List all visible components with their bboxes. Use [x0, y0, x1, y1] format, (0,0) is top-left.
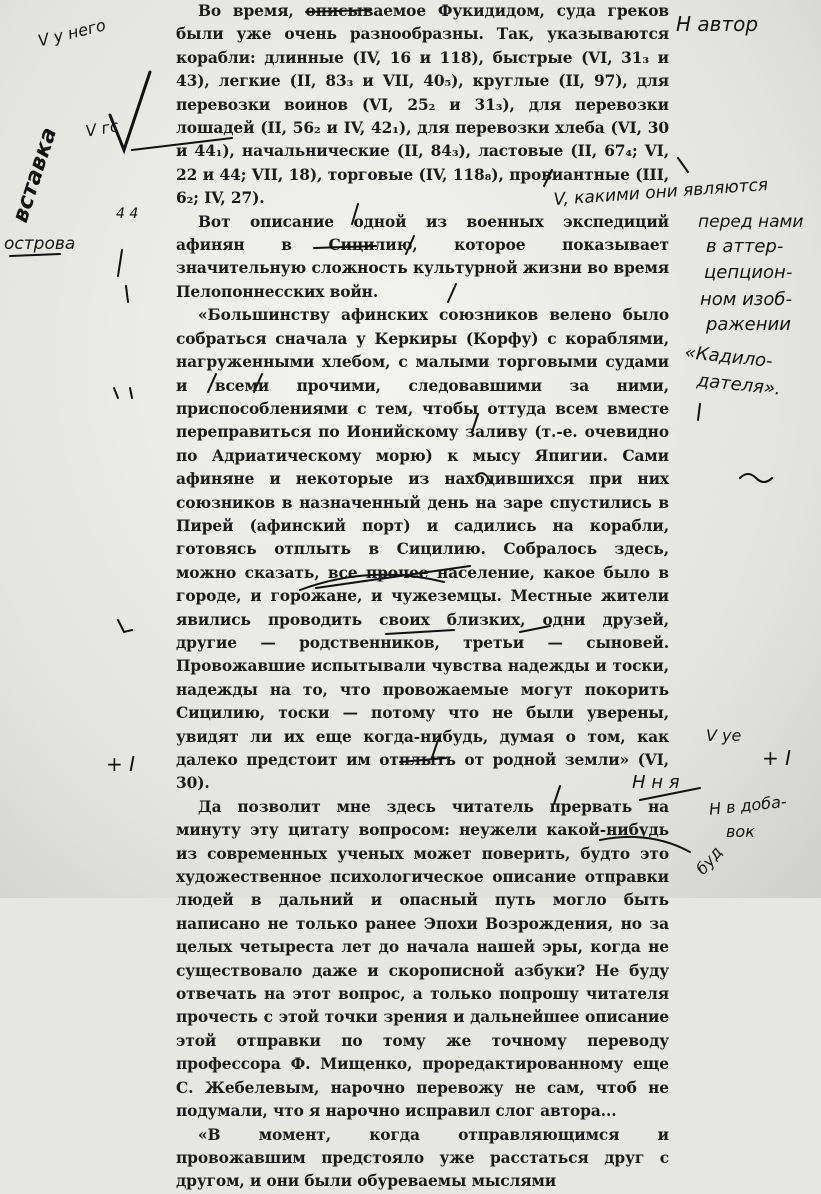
pen-strike-4 — [316, 566, 470, 588]
pen-slash-8 — [432, 740, 438, 758]
pen-slash-2 — [352, 204, 358, 224]
annotation-v-gs: V гс — [84, 116, 121, 141]
pen-strike-3 — [314, 246, 376, 248]
pen-squiggle-2 — [678, 158, 688, 172]
annotation-vstavka: вставка — [8, 124, 63, 226]
pen-strike-5 — [386, 630, 454, 634]
pen-check-mark — [110, 72, 150, 150]
pen-slash-3 — [406, 236, 414, 254]
annotation-n-avtor: Н автор — [676, 12, 759, 36]
annotation-pered-nami: перед нами — [698, 212, 804, 232]
annotation-v-atter: в аттер- — [706, 236, 784, 257]
pen-margin-tick-4 — [698, 404, 700, 420]
pen-slash-7 — [472, 414, 478, 432]
pen-margin-tick-6 — [118, 620, 132, 632]
annotation-n-n-ya: Н н я — [632, 772, 680, 793]
pen-slash-9 — [554, 786, 560, 804]
annotation-datelya: дателя». — [695, 370, 782, 400]
annotation-v-dobavok: Н в доба- — [708, 791, 788, 819]
paragraph-quote-departure: «Большинству афинских союзников велено было собраться сначала у Керкиры (Корфу) с кораблями, нагруженными хлебом, с малыми торговыми судами и всеми прочими, следовавшими за ними, приспособлениями с тем, чтобы оттуда всем вместе переправиться по Ионийскому заливу (т.-е. очевидно по Адриатическому морю) к мысу Япигии. Сами афиняне и некоторые из находившихся при них союзников в назначенный день на заре спустились в Пирей (афинский порт) и садились на корабли, готовясь отплыть в Сицилию. Собралось здесь, можно сказать, все прочее население, какое было в городе, и горожане, и чужеземцы. Местные жители явились проводить своих близких, одни друзей, другие — родственников, третьи — сыновей. Провожавшие испытывали чувства надежды и тоски, надежды на то, что провожаемые могут покорить Сицилию, тоски — потому что не были уверены, увидят ли их еще когда-нибудь, думая о том, как далеко предстоит им отплыть от родной земли» (VI, 30). — [176, 306, 669, 793]
pen-strike-1 — [132, 138, 232, 150]
annotation-44: 4 4 — [116, 206, 139, 222]
pen-slash-1 — [544, 170, 552, 186]
annotation-bud: буд — [692, 842, 727, 879]
pen-margin-tick-3 — [130, 388, 132, 398]
pen-hook-2 — [640, 788, 700, 800]
annotation-tseptsion: цепцион- — [704, 262, 793, 283]
annotation-razhenii: ражении — [706, 314, 791, 335]
pen-slash-5 — [208, 374, 216, 392]
annotation-kadilo: «Кадило- — [683, 342, 774, 373]
pen-arc-2 — [600, 837, 690, 852]
paragraph-author-digression: Да позволит мне здесь читатель прервать на минуту эту цитату вопросом: неужели какой-нибудь из современных ученых может поверить, будто это художественное психологическое описание отправки людей в дальний и опасный путь могло быть написано не только ранее Эпохи Возрождения, но за целых четыреста лет до начала нашей эры, когда не существовало даже и скорописной азбуки? Не буду отвечать на этот вопрос, а только попрошу читателя прочесть с этой точки зрения и дальнейшее описание этой отправки по тому же точному переводу профессора Ф. Мищенко, проредактированному еще С. Жебелевым, нарочно перевожу не сам, чтоб не подумали, что я нарочно исправил слог автора... — [176, 797, 669, 1121]
pen-squiggle — [740, 474, 772, 482]
paragraph-quote-continuation: «В момент, когда отправляющимся и провожавшим предстояло уже расстаться друг с другом, и они были обуреваемы мыслями — [176, 1125, 669, 1191]
pen-brace-ostrova — [10, 254, 60, 256]
pen-strike-6 — [520, 626, 550, 632]
pen-margin-tick-5 — [126, 286, 128, 302]
pen-margin-tick-2 — [114, 388, 118, 398]
annotation-plus-left: + I — [106, 752, 136, 776]
pen-hook-1 — [476, 473, 490, 482]
paragraph-ship-types: Во время, описываемое Фукидидом, суда греков были уже очень разнообразны. Так, указываются корабли: длинные (IV, 16 и 118), быстрые (VI, 31₃ и 43), легкие (II, 83₃ и VII, 40₅), круглые (II, 97), для перевозки воинов (VI, 25₂ и 31₃), для перевозки лошадей (II, 56₂ и IV, 42₁), для перевозки хлеба (VI, 30 и 44₁), начальнические (II, 84₃), ластовые (II, 67₄; VI, 22 и 44; VII, 18), торговые (IV, 118₈), провиантные (III, 6₂; IV, 27). — [176, 2, 669, 208]
annotation-nom-izob: ном изоб- — [700, 289, 792, 310]
pen-slash-6 — [254, 374, 262, 392]
annotation-vok: вок — [726, 822, 755, 841]
annotation-v-ue: V уе — [706, 726, 742, 745]
annotation-ostrova: острова — [4, 234, 76, 254]
annotation-v-u-nego: V у него — [36, 15, 108, 51]
annotation-kakimi-oni: V, какими они являются — [553, 175, 769, 210]
pen-strike-7 — [400, 758, 446, 762]
pen-strike-2 — [306, 10, 370, 12]
paragraph-expedition-intro: Вот описание одной из военных экспедиций афинян в Сицилию, которое показывает значительную сложность культурной жизни во время Пелопоннесских войн. — [176, 212, 669, 301]
pen-slash-4 — [448, 284, 456, 302]
annotation-plus-right: + I — [762, 746, 792, 770]
pen-margin-tick-1 — [118, 250, 122, 276]
